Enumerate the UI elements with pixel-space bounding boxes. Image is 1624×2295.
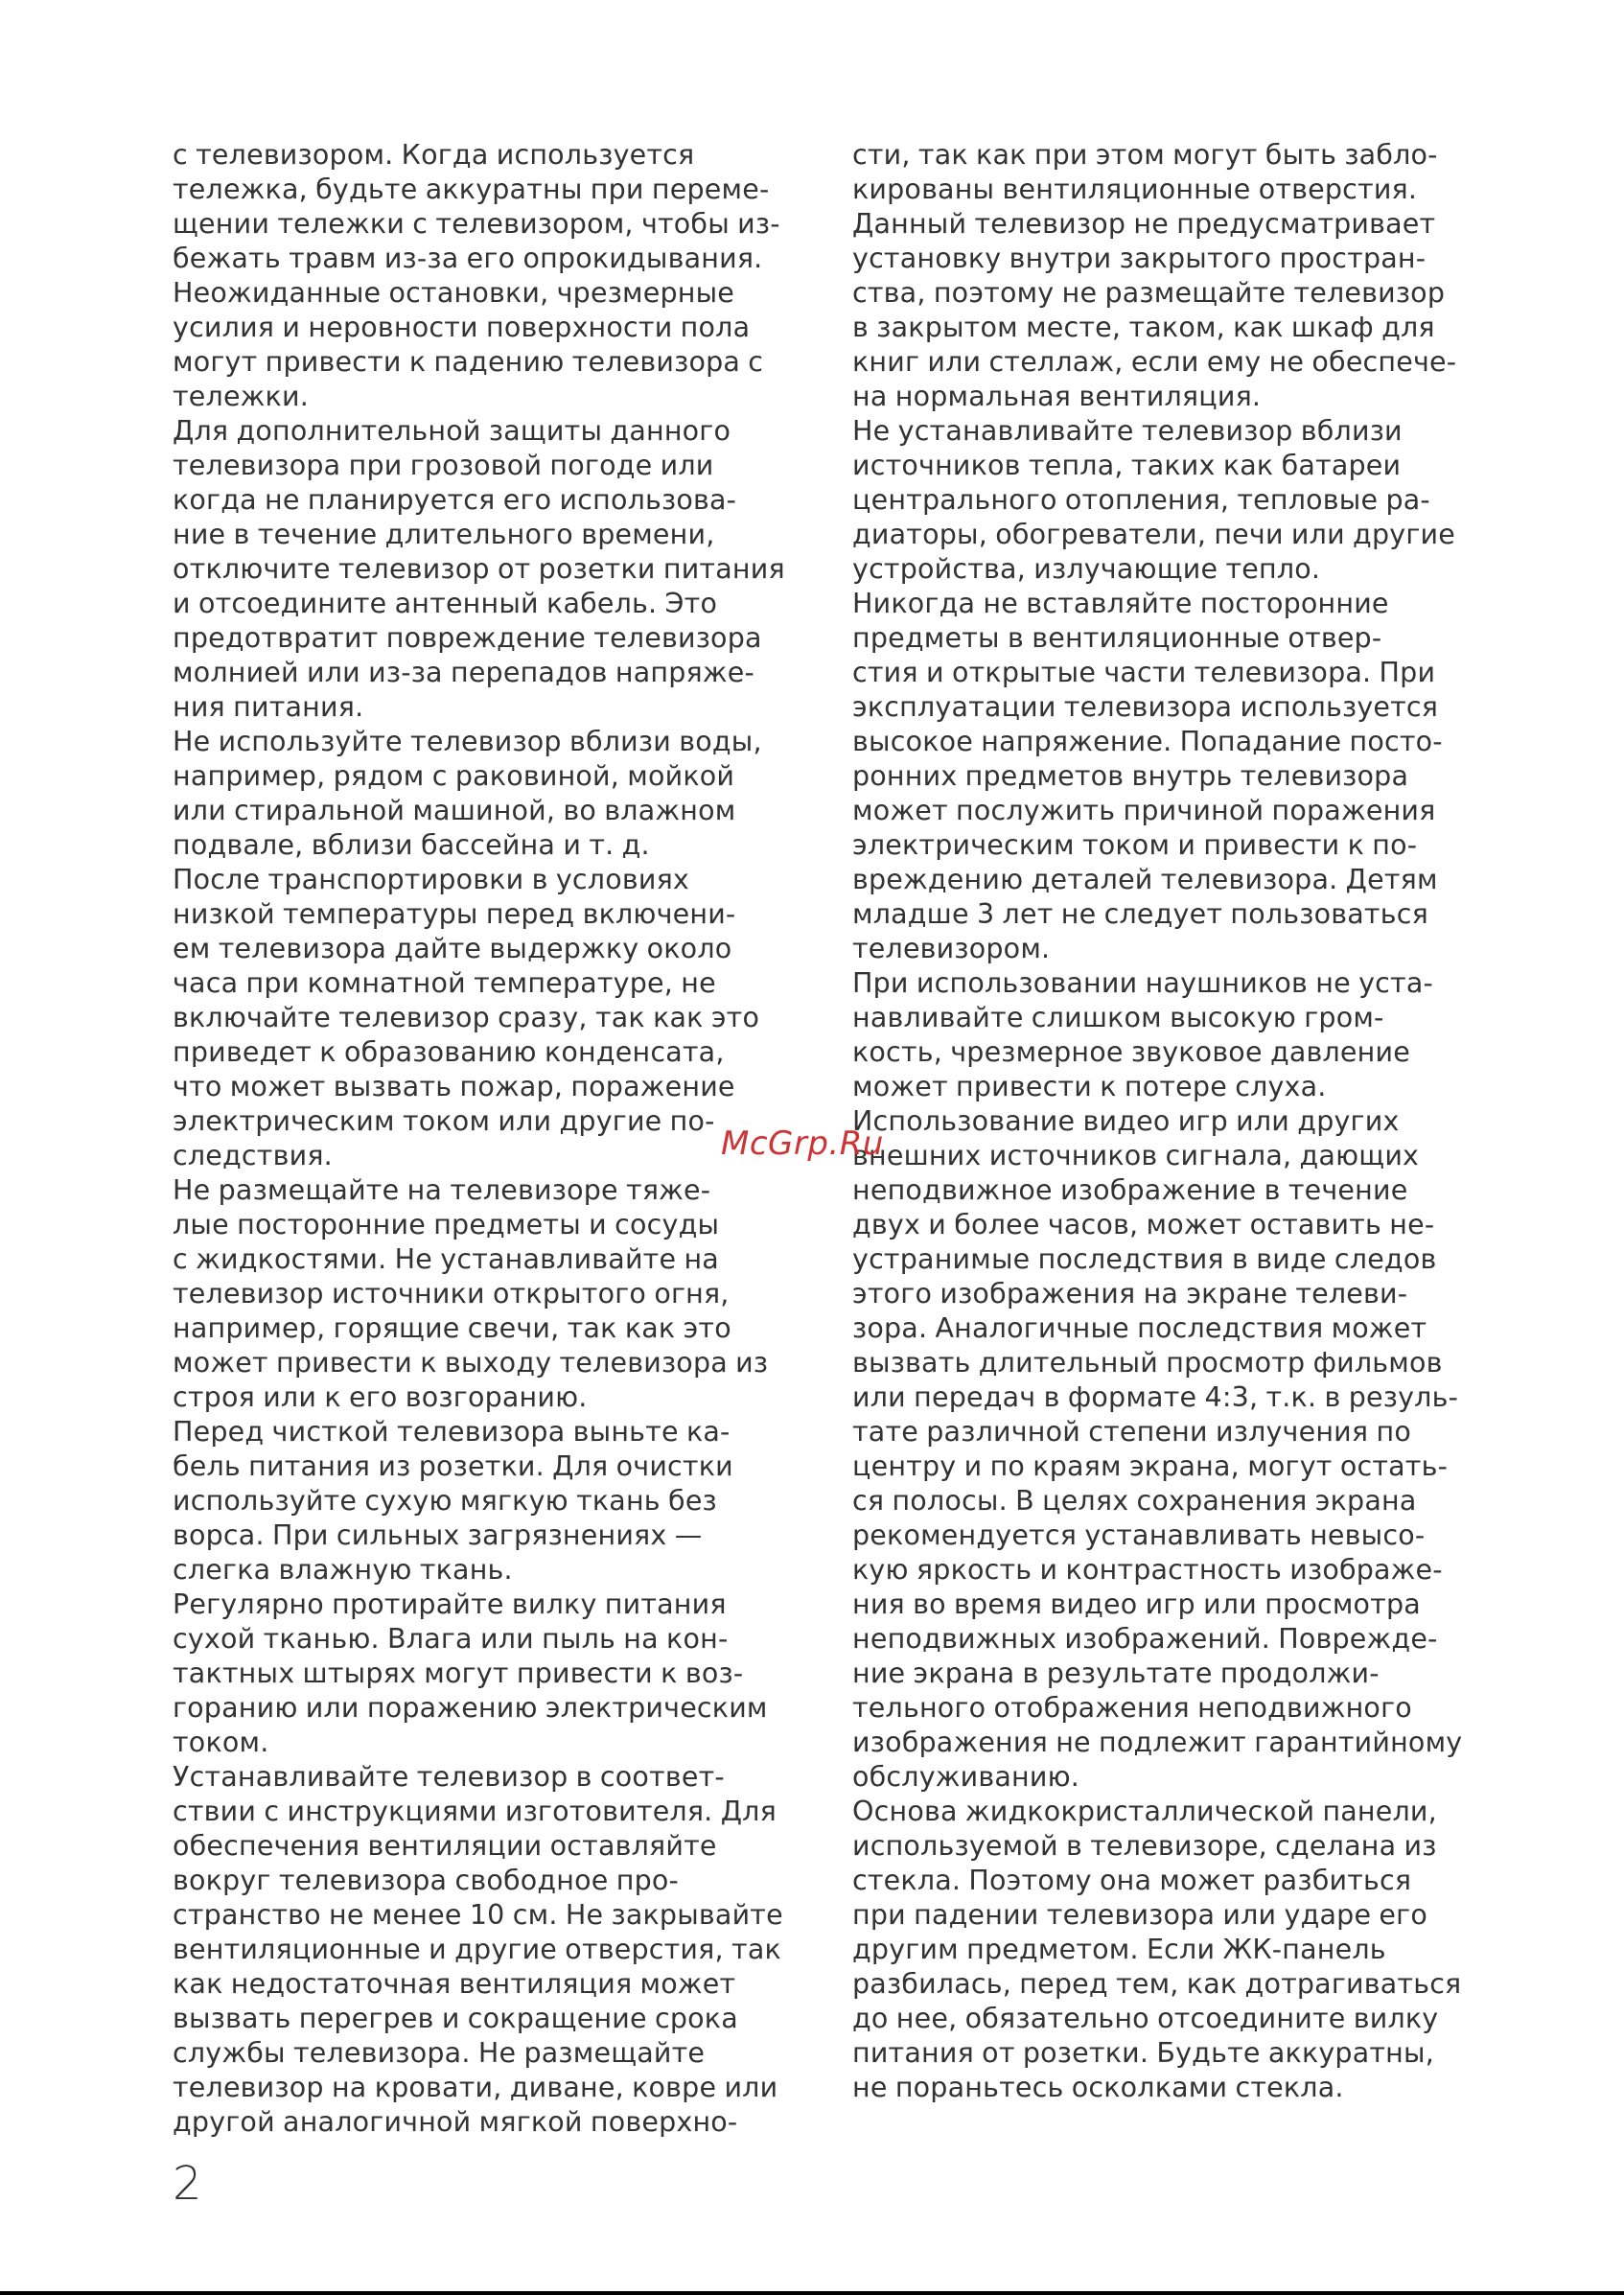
text-line: сухой тканью. Влага или пыль на кон-	[173, 1623, 729, 1655]
text-line: с телевизором. Когда используется	[173, 139, 695, 171]
text-line: током.	[173, 1727, 269, 1758]
text-line: телевизор источники открытого огня,	[173, 1278, 730, 1310]
text-line: подвале, вблизи бассейна и т. д.	[173, 829, 650, 861]
text-line: вызвать длительный просмотр фильмов	[852, 1347, 1443, 1379]
text-line: щении тележки с телевизором, чтобы из-	[173, 208, 780, 240]
text-line: телевизором.	[852, 933, 1051, 964]
text-line: до нее, обязательно отсоедините вилку	[852, 2003, 1439, 2034]
text-line: тележка, будьте аккуратны при переме-	[173, 174, 770, 205]
text-line: разбилась, перед тем, как дотрагиваться	[852, 1968, 1462, 2000]
text-line: другой аналогичной мягкой поверхно-	[173, 2106, 738, 2138]
text-line: в закрытом месте, таком, как шкаф для	[852, 312, 1435, 343]
text-line: вреждению деталей телевизора. Детям	[852, 864, 1438, 895]
text-line: странство не менее 10 см. Не закрывайте	[173, 1899, 783, 1931]
text-line: сти, так как при этом могут быть забло-	[852, 139, 1438, 171]
text-line: центрального отопления, тепловые ра-	[852, 484, 1430, 516]
text-line: Неожиданные остановки, чрезмерные	[173, 277, 735, 309]
text-line: может привести к выходу телевизора из	[173, 1347, 769, 1379]
text-line: неподвижных изображений. Поврежде-	[852, 1623, 1438, 1655]
text-line: устройства, излучающие тепло.	[852, 553, 1321, 585]
text-line: питания от розетки. Будьте аккуратны,	[852, 2037, 1434, 2069]
text-line: тележки.	[173, 381, 309, 412]
text-line: источников тепла, таких как батареи	[852, 450, 1402, 481]
text-line: рекомендуется устанавливать невысо-	[852, 1519, 1426, 1551]
text-line: горанию или поражению электрическим	[173, 1692, 768, 1724]
text-line: часа при комнатной температуре, не	[173, 967, 716, 999]
text-line: может привести к потере слуха.	[852, 1071, 1327, 1102]
text-line: электрическим током или другие по-	[173, 1105, 715, 1137]
text-line: После транспортировки в условиях	[173, 864, 689, 895]
text-line: ем телевизора дайте выдержку около	[173, 933, 732, 964]
text-line: навливайте слишком высокую гром-	[852, 1002, 1384, 1033]
text-line: Для дополнительной защиты данного	[173, 415, 731, 447]
text-line: ние в течение длительного времени,	[173, 519, 715, 550]
text-line: Перед чисткой телевизора выньте ка-	[173, 1416, 731, 1448]
text-line: другим предметом. Если ЖК-панель	[852, 1934, 1386, 1965]
right-text-column	[852, 138, 1504, 2105]
text-line: могут привести к падению телевизора с	[173, 346, 764, 378]
text-line: Использование видео игр или других	[852, 1105, 1400, 1137]
text-line: тактных штырях могут привести к воз-	[173, 1658, 744, 1689]
text-line: Не используйте телевизор вблизи воды,	[173, 726, 762, 757]
text-line: обслуживанию.	[852, 1761, 1080, 1793]
text-line: двух и более часов, может оставить не-	[852, 1209, 1435, 1240]
text-line: при падении телевизора или ударе его	[852, 1899, 1427, 1931]
text-line: установку внутри закрытого простран-	[852, 243, 1427, 274]
text-line: усилия и неровности поверхности пола	[173, 312, 751, 343]
text-line: этого изображения на экране телеви-	[852, 1278, 1408, 1310]
watermark: McGrp.Ru	[721, 1124, 884, 1163]
text-line: когда не планируется его использова-	[173, 484, 737, 516]
text-line: Регулярно протирайте вилку питания	[173, 1588, 727, 1620]
text-line: приведет к образованию конденсата,	[173, 1036, 725, 1068]
text-line: может послужить причиной поражения	[852, 795, 1436, 826]
text-line: изображения не подлежит гарантийному	[852, 1727, 1463, 1758]
text-line: и отсоедините антенный кабель. Это	[173, 588, 718, 619]
text-line: ния во время видео игр или просмотра	[852, 1588, 1421, 1620]
text-line: ние экрана в результате продолжи-	[852, 1658, 1380, 1689]
text-line: бель питания из розетки. Для очистки	[173, 1450, 733, 1482]
text-line: диаторы, обогреватели, печи или другие	[852, 519, 1455, 550]
text-line: например, горящие свечи, так как это	[173, 1312, 731, 1344]
text-line: кированы вентиляционные отверстия.	[852, 174, 1418, 205]
text-line: ся полосы. В целях сохранения экрана	[852, 1485, 1417, 1517]
text-line: ния питания.	[173, 691, 364, 723]
text-line: зора. Аналогичные последствия может	[852, 1312, 1427, 1344]
text-line: ворса. При сильных загрязнениях —	[173, 1519, 703, 1551]
text-line: телевизора при грозовой погоде или	[173, 450, 714, 481]
text-line: низкой температуры перед включени-	[173, 898, 736, 930]
text-line: строя или к его возгоранию.	[173, 1381, 588, 1413]
text-line: тате различной степени излучения по	[852, 1416, 1411, 1448]
text-line: обеспечения вентиляции оставляйте	[173, 1830, 717, 1862]
text-line: кость, чрезмерное звуковое давление	[852, 1036, 1410, 1068]
text-line: младше 3 лет не следует пользоваться	[852, 898, 1428, 930]
text-line: стекла. Поэтому она может разбиться	[852, 1865, 1412, 1896]
text-line: книг или стеллаж, если ему не обеспече-	[852, 346, 1457, 378]
text-line: тельного отображения неподвижного	[852, 1692, 1412, 1724]
text-line: стия и открытые части телевизора. При	[852, 657, 1436, 688]
bottom-rule	[0, 2291, 1624, 2295]
text-line: вентиляционные и другие отверстия, так	[173, 1934, 781, 1965]
text-line: например, рядом с раковиной, мойкой	[173, 760, 735, 792]
text-line: лые посторонние предметы и сосуды	[173, 1209, 720, 1240]
text-line: Никогда не вставляйте посторонние	[852, 588, 1389, 619]
text-line: ствии с инструкциями изготовителя. Для	[173, 1796, 777, 1827]
text-line: следствия.	[173, 1140, 333, 1171]
text-line: предметы в вентиляционные отвер-	[852, 622, 1382, 654]
text-line: используйте сухую мягкую ткань без	[173, 1485, 717, 1517]
text-line: молнией или из-за перепадов напряже-	[173, 657, 754, 688]
text-line: устранимые последствия в виде следов	[852, 1243, 1437, 1275]
text-line: вызвать перегрев и сокращение срока	[173, 2003, 738, 2034]
text-line: кую яркость и контрастность изображе-	[852, 1554, 1443, 1586]
text-line: отключите телевизор от розетки питания	[173, 553, 785, 585]
text-line: не пораньтесь осколками стекла.	[852, 2072, 1344, 2103]
text-line: Устанавливайте телевизор в соответ-	[173, 1761, 725, 1793]
text-line: эксплуатации телевизора используется	[852, 691, 1439, 723]
text-line: службы телевизора. Не размещайте	[173, 2037, 706, 2069]
page-number: 2	[173, 2157, 202, 2211]
text-line: Данный телевизор не предусматривает	[852, 208, 1436, 240]
text-line: вокруг телевизора свободное про-	[173, 1865, 679, 1896]
text-line: центру и по краям экрана, могут остать-	[852, 1450, 1449, 1482]
text-line: как недостаточная вентиляция может	[173, 1968, 736, 2000]
text-line: слегка влажную ткань.	[173, 1554, 513, 1586]
text-line: включайте телевизор сразу, так как это	[173, 1002, 760, 1033]
text-line: что может вызвать пожар, поражение	[173, 1071, 735, 1102]
text-line: Не устанавливайте телевизор вблизи	[852, 415, 1403, 447]
text-line: При использовании наушников не уста-	[852, 967, 1433, 999]
text-line: Основа жидкокристаллической панели,	[852, 1796, 1437, 1827]
text-line: неподвижное изображение в течение	[852, 1174, 1408, 1206]
text-line: или передач в формате 4:3, т.к. в резуль-	[852, 1381, 1459, 1413]
text-line: электрическим током и привести к по-	[852, 829, 1418, 861]
text-line: Не размещайте на телевизоре тяже-	[173, 1174, 711, 1206]
text-line: бежать травм из-за его опрокидывания.	[173, 243, 763, 274]
text-line: ронних предметов внутрь телевизора	[852, 760, 1409, 792]
text-line: высокое напряжение. Попадание посто-	[852, 726, 1443, 757]
text-line: предотвратит повреждение телевизора	[173, 622, 762, 654]
text-line: с жидкостями. Не устанавливайте на	[173, 1243, 719, 1275]
text-line: телевизор на кровати, диване, ковре или	[173, 2072, 778, 2103]
text-line: или стиральной машиной, во влажном	[173, 795, 736, 826]
text-line: на нормальная вентиляция.	[852, 381, 1262, 412]
text-line: используемой в телевизоре, сделана из	[852, 1830, 1437, 1862]
text-line: внешних источников сигнала, дающих	[852, 1140, 1420, 1171]
text-line: ства, поэтому не размещайте телевизор	[852, 277, 1446, 309]
